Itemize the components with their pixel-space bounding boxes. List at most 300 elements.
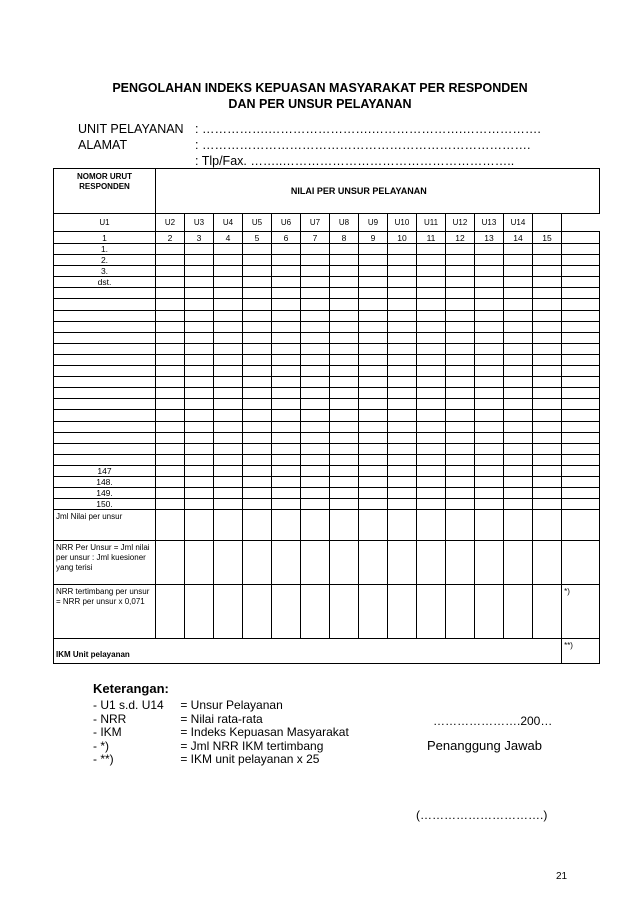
value-cell (272, 410, 301, 421)
value-cell (417, 244, 446, 255)
signature-role: Penanggung Jawab (427, 738, 542, 753)
value-cell (185, 321, 214, 332)
column-number-cell: 14 (504, 232, 533, 244)
value-cell (185, 299, 214, 310)
value-cell (272, 277, 301, 288)
value-cell (359, 443, 388, 454)
respondent-number: dst. (54, 277, 156, 288)
value-cell (330, 255, 359, 266)
page-number: 21 (556, 871, 568, 882)
value-cell (388, 465, 417, 476)
value-cell (359, 488, 388, 499)
nrr-per-unsur-label: NRR Per Unsur = Jml nilai per unsur : Jml kuesioner yang terisi (54, 541, 156, 585)
table-row (54, 266, 600, 277)
keterangan-section (93, 681, 349, 767)
value-cell (388, 321, 417, 332)
value-cell (243, 244, 272, 255)
value-cell (330, 321, 359, 332)
value-cell (388, 244, 417, 255)
value-cell (388, 332, 417, 343)
value-cell (359, 277, 388, 288)
keterangan-value: = Jml NRR IKM tertimbang (180, 738, 324, 753)
value-cell (504, 255, 533, 266)
respondent-number: 2. (54, 255, 156, 266)
value-cell (417, 377, 446, 388)
value-cell (359, 410, 388, 421)
unit-pelayanan-value: : …………….…………………….………………….………………. (195, 122, 541, 136)
value-cell (185, 499, 214, 510)
value-cell (330, 432, 359, 443)
value-cell (330, 388, 359, 399)
value-cell (214, 410, 243, 421)
keterangan-title: Keterangan: (93, 681, 169, 696)
value-cell (272, 476, 301, 487)
column-number-cell: 10 (388, 232, 417, 244)
value-cell (446, 476, 475, 487)
value-cell (533, 476, 562, 487)
value-cell (446, 465, 475, 476)
table-row (54, 410, 600, 421)
value-cell (475, 488, 504, 499)
value-cell (359, 465, 388, 476)
value-cell (504, 421, 533, 432)
value-cell (504, 343, 533, 354)
value-cell (243, 377, 272, 388)
value-cell (156, 499, 185, 510)
value-cell (475, 421, 504, 432)
keterangan-key: **) (100, 752, 114, 766)
value-cell (185, 255, 214, 266)
jml-nilai-label: Jml Nilai per unsur (54, 510, 156, 541)
value-cell (272, 332, 301, 343)
value-cell (417, 288, 446, 299)
value-cell (214, 244, 243, 255)
value-cell (446, 421, 475, 432)
value-cell (388, 399, 417, 410)
table-row (54, 399, 600, 410)
value-cell (156, 388, 185, 399)
value-cell (417, 299, 446, 310)
value-cell (359, 332, 388, 343)
column-number-cell: 1 (54, 232, 156, 244)
value-cell (446, 399, 475, 410)
table-row (54, 288, 600, 299)
title-line-2: DAN PER UNSUR PELAYANAN (228, 97, 412, 111)
value-cell (301, 255, 330, 266)
respondent-number (54, 366, 156, 377)
value-cell (504, 388, 533, 399)
value-cell (156, 443, 185, 454)
value-cell (533, 488, 562, 499)
value-cell (417, 321, 446, 332)
value-cell (533, 255, 562, 266)
value-cell (388, 343, 417, 354)
value-cell (156, 410, 185, 421)
unit-pelayanan-line (78, 121, 541, 137)
table-row (54, 499, 600, 510)
value-cell (214, 465, 243, 476)
bullet-dash: - (93, 738, 101, 753)
keterangan-item (93, 699, 349, 713)
value-cell (475, 476, 504, 487)
value-cell (504, 288, 533, 299)
value-cell (156, 310, 185, 321)
value-cell (185, 310, 214, 321)
value-cell (301, 388, 330, 399)
value-cell (475, 266, 504, 277)
value-cell (359, 255, 388, 266)
respondent-number (54, 410, 156, 421)
nrr-tertimbang-label: NRR tertimbang per unsur = NRR per unsur x 0,071 (54, 585, 156, 639)
value-cell (272, 366, 301, 377)
value-cell (504, 266, 533, 277)
value-cell (417, 332, 446, 343)
value-cell (359, 266, 388, 277)
tlp-line (78, 153, 514, 169)
respondent-number (54, 432, 156, 443)
respondent-number (54, 343, 156, 354)
value-cell (301, 354, 330, 365)
value-cell (446, 410, 475, 421)
respondent-number (54, 332, 156, 343)
value-cell (475, 299, 504, 310)
table-row (54, 432, 600, 443)
value-cell (475, 277, 504, 288)
value-cell (359, 388, 388, 399)
value-cell (301, 454, 330, 465)
value-cell (214, 399, 243, 410)
table-row (54, 366, 600, 377)
value-cell (475, 343, 504, 354)
value-cell (330, 277, 359, 288)
column-number-cell: 11 (417, 232, 446, 244)
respondent-number: 1. (54, 244, 156, 255)
value-cell (533, 465, 562, 476)
table-row (54, 321, 600, 332)
respondent-number (54, 321, 156, 332)
keterangan-key: U1 s.d. U14 (100, 698, 164, 712)
value-cell (504, 443, 533, 454)
table-row (54, 388, 600, 399)
value-cell (301, 266, 330, 277)
value-cell (417, 443, 446, 454)
value-cell (359, 421, 388, 432)
value-cell (533, 321, 562, 332)
value-cell (156, 488, 185, 499)
value-cell (417, 465, 446, 476)
value-cell (475, 465, 504, 476)
keterangan-item (93, 753, 349, 767)
title-line-1: PENGOLAHAN INDEKS KEPUASAN MASYARAKAT PER RESPONDEN (112, 81, 528, 95)
table-row (54, 377, 600, 388)
value-cell (214, 476, 243, 487)
value-cell (156, 421, 185, 432)
value-cell (446, 266, 475, 277)
table-row (54, 299, 600, 310)
value-cell (330, 454, 359, 465)
value-cell (214, 332, 243, 343)
value-cell (417, 432, 446, 443)
value-cell (388, 488, 417, 499)
value-cell (330, 399, 359, 410)
table-row (54, 244, 600, 255)
respondent-number: 3. (54, 266, 156, 277)
value-cell (185, 343, 214, 354)
respondent-number (54, 377, 156, 388)
value-cell (214, 421, 243, 432)
value-cell (417, 310, 446, 321)
unsur-header-cell: U7 (301, 214, 330, 232)
value-cell (330, 332, 359, 343)
unsur-header-cell: U1 (54, 214, 156, 232)
keterangan-value: = Unsur Pelayanan (180, 698, 283, 712)
value-cell (533, 399, 562, 410)
keterangan-value: = IKM unit pelayanan x 25 (180, 752, 320, 766)
value-cell (388, 410, 417, 421)
value-cell (243, 299, 272, 310)
value-cell (272, 255, 301, 266)
column-number-cell: 8 (330, 232, 359, 244)
value-cell (301, 288, 330, 299)
document-title (60, 80, 580, 112)
value-cell (301, 377, 330, 388)
unsur-header-cell: U3 (185, 214, 214, 232)
value-cell (272, 388, 301, 399)
value-cell (533, 366, 562, 377)
value-cell (185, 410, 214, 421)
value-cell (243, 488, 272, 499)
value-cell (504, 399, 533, 410)
value-cell (185, 476, 214, 487)
value-cell (243, 432, 272, 443)
value-cell (214, 366, 243, 377)
value-cell (301, 277, 330, 288)
value-cell (272, 488, 301, 499)
respondent-number (54, 299, 156, 310)
value-cell (272, 454, 301, 465)
value-cell (446, 454, 475, 465)
value-cell (388, 354, 417, 365)
value-cell (417, 266, 446, 277)
value-cell (185, 366, 214, 377)
ikm-label: IKM Unit pelayanan (54, 639, 562, 664)
value-cell (214, 321, 243, 332)
value-cell (533, 266, 562, 277)
respondent-number (54, 421, 156, 432)
value-cell (214, 277, 243, 288)
value-cell (214, 354, 243, 365)
header-nomor-urut: NOMOR URUT RESPONDEN (54, 169, 156, 214)
respondent-number (54, 288, 156, 299)
value-cell (156, 399, 185, 410)
value-cell (533, 277, 562, 288)
value-cell (475, 244, 504, 255)
table-row (54, 454, 600, 465)
value-cell (504, 499, 533, 510)
value-cell (330, 366, 359, 377)
value-cell (388, 288, 417, 299)
value-cell (272, 399, 301, 410)
value-cell (388, 454, 417, 465)
value-cell (301, 399, 330, 410)
value-cell (388, 366, 417, 377)
value-cell (388, 299, 417, 310)
signature-date: ………………….200… (433, 714, 553, 728)
value-cell (504, 465, 533, 476)
value-cell (475, 399, 504, 410)
value-cell (330, 410, 359, 421)
signature-name: (………………………….) (416, 808, 548, 822)
bullet-dash: - (93, 698, 101, 712)
value-cell (214, 266, 243, 277)
value-cell (243, 421, 272, 432)
value-cell (301, 410, 330, 421)
value-cell (243, 255, 272, 266)
value-cell (359, 288, 388, 299)
value-cell (185, 277, 214, 288)
value-cell (446, 343, 475, 354)
respondent-number: 147 (54, 465, 156, 476)
value-cell (272, 299, 301, 310)
keterangan-key: IKM (100, 725, 122, 739)
unsur-header-cell: U4 (214, 214, 243, 232)
value-cell (243, 277, 272, 288)
bullet-dash: - (93, 752, 101, 766)
value-cell (272, 288, 301, 299)
value-cell (214, 343, 243, 354)
value-cell (214, 377, 243, 388)
value-cell (330, 244, 359, 255)
value-cell (330, 266, 359, 277)
value-cell (533, 299, 562, 310)
value-cell (475, 410, 504, 421)
respondent-number: 148. (54, 476, 156, 487)
value-cell (301, 244, 330, 255)
value-cell (475, 310, 504, 321)
value-cell (185, 354, 214, 365)
value-cell (330, 377, 359, 388)
value-cell (156, 432, 185, 443)
value-cell (214, 443, 243, 454)
value-cell (185, 266, 214, 277)
value-cell (504, 321, 533, 332)
jml-nilai-row (54, 510, 600, 541)
value-cell (156, 266, 185, 277)
value-cell (156, 465, 185, 476)
value-cell (185, 432, 214, 443)
value-cell (330, 421, 359, 432)
value-cell (156, 476, 185, 487)
value-cell (359, 321, 388, 332)
value-cell (446, 432, 475, 443)
value-cell (272, 244, 301, 255)
value-cell (475, 443, 504, 454)
value-cell (446, 443, 475, 454)
column-number-cell: 15 (533, 232, 562, 244)
value-cell (359, 454, 388, 465)
respondent-number: 150. (54, 499, 156, 510)
value-cell (156, 454, 185, 465)
value-cell (243, 399, 272, 410)
column-number-row (54, 232, 600, 244)
value-cell (185, 244, 214, 255)
value-cell (446, 488, 475, 499)
value-cell (243, 321, 272, 332)
value-cell (185, 377, 214, 388)
value-cell (533, 332, 562, 343)
keterangan-value: = Nilai rata-rata (180, 711, 263, 726)
value-cell (214, 299, 243, 310)
value-cell (533, 354, 562, 365)
value-cell (475, 377, 504, 388)
keterangan-item (93, 740, 349, 754)
value-cell (156, 288, 185, 299)
value-cell (301, 343, 330, 354)
value-cell (446, 288, 475, 299)
value-cell (388, 310, 417, 321)
value-cell (504, 488, 533, 499)
value-cell (272, 310, 301, 321)
value-cell (301, 465, 330, 476)
value-cell (243, 499, 272, 510)
value-cell (301, 488, 330, 499)
respondent-number (54, 388, 156, 399)
value-cell (359, 244, 388, 255)
value-cell (301, 332, 330, 343)
value-cell (475, 288, 504, 299)
table-row (54, 277, 600, 288)
value-cell (417, 476, 446, 487)
unsur-header-cell: U8 (330, 214, 359, 232)
unsur-header-cell: U14 (504, 214, 533, 232)
unsur-header-cell: U6 (272, 214, 301, 232)
value-cell (446, 255, 475, 266)
value-cell (185, 443, 214, 454)
bullet-dash: - (93, 711, 101, 726)
value-cell (330, 465, 359, 476)
value-cell (185, 288, 214, 299)
respondent-number (54, 310, 156, 321)
value-cell (301, 310, 330, 321)
value-cell (272, 421, 301, 432)
value-cell (214, 499, 243, 510)
value-cell (301, 321, 330, 332)
value-cell (446, 366, 475, 377)
value-cell (388, 388, 417, 399)
value-cell (388, 266, 417, 277)
unsur-header-cell: U9 (359, 214, 388, 232)
value-cell (272, 499, 301, 510)
nrr-per-unsur-row (54, 541, 600, 585)
unsur-header-cell: U12 (446, 214, 475, 232)
value-cell (156, 343, 185, 354)
value-cell (504, 332, 533, 343)
value-cell (388, 443, 417, 454)
value-cell (446, 354, 475, 365)
unsur-header-cell: U5 (243, 214, 272, 232)
value-cell (504, 310, 533, 321)
value-cell (243, 332, 272, 343)
respondent-number: 149. (54, 488, 156, 499)
value-cell (185, 488, 214, 499)
keterangan-item (93, 713, 349, 727)
respondent-number (54, 443, 156, 454)
value-cell (504, 476, 533, 487)
value-cell (185, 388, 214, 399)
table-row (54, 343, 600, 354)
value-cell (388, 421, 417, 432)
value-cell (214, 288, 243, 299)
